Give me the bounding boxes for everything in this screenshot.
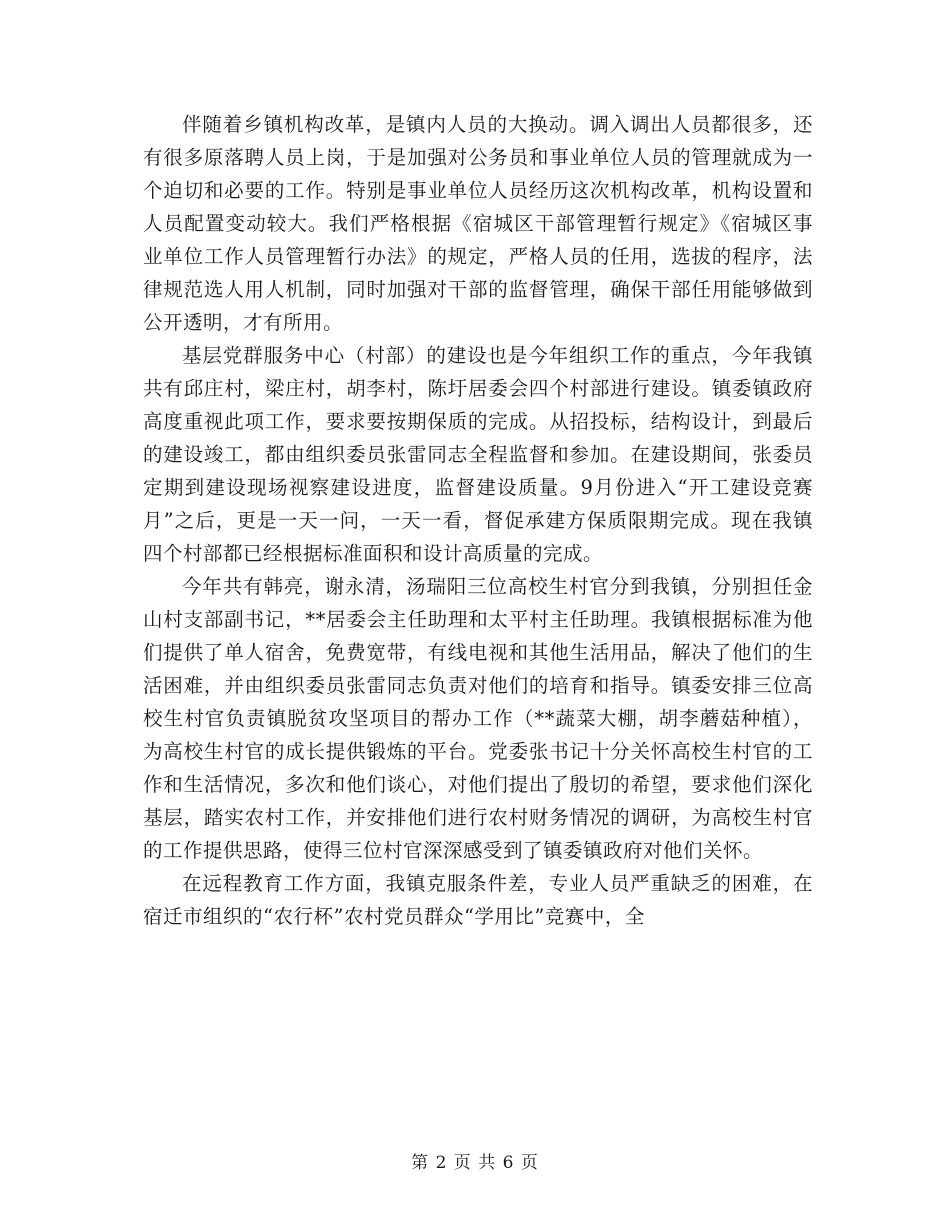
- paragraph-1: 伴随着乡镇机构改革，是镇内人员的大换动。调入调出人员都很多，还有很多原落聘人员上岗，于是加强对公务员和事业单位人员的管理就成为一个迫切和必要的工作。特别是事业单位人员经历这次机构改革，机构设置和人员配置变动较大。我们严格根据《宿城区干部管理暂行规定》《宿城区事业单位工作人员管理暂行办法》的规定，严格人员的任用，选拔的程序，法律规范选人用人机制，同时加强对干部的监督管理，确保干部任用能够做到公开透明，才有所用。: [143, 113, 813, 334]
- paragraph-2: 基层党群服务中心（村部）的建设也是今年组织工作的重点，今年我镇共有邱庄村，梁庄村，胡李村，陈圩居委会四个村部进行建设。镇委镇政府高度重视此项工作，要求要按期保质的完成。从招投标，结构设计，到最后的建设竣工，都由组织委员张雷同志全程监督和参加。在建设期间，张委员定期到建设现场视察建设进度，监督建设质量。9月份进入“开工建设竞赛月”之后，更是一天一问，一天一看，督促承建方保质限期完成。现在我镇四个村部都已经根据标准面积和设计高质量的完成。: [143, 344, 813, 565]
- page-footer: [0, 1148, 950, 1173]
- paragraph-4: 在远程教育工作方面，我镇克服条件差，专业人员严重缺乏的困难，在宿迁市组织的“农行杯”农村党员群众“学用比”竞赛中，全: [143, 872, 813, 928]
- page-number: 第 2 页 共 6 页: [411, 1153, 539, 1173]
- document-body: [143, 108, 813, 933]
- paragraph-3: 今年共有韩亮，谢永清，汤瑞阳三位高校生村官分到我镇，分别担任金山村支部副书记，**居委会主任助理和太平村主任助理。我镇根据标准为他们提供了单人宿舍，免费宽带，有线电视和其他生活用品，解决了他们的生活困难，并由组织委员张雷同志负责对他们的培育和指导。镇委安排三位高校生村官负责镇脱贫攻坚项目的帮办工作（**蔬菜大棚，胡李蘑菇种植），为高校生村官的成长提供锻炼的平台。党委张书记十分关怀高校生村官的工作和生活情况，多次和他们谈心，对他们提出了殷切的希望，要求他们深化基层，踏实农村工作，并安排他们进行农村财务情况的调研，为高校生村官的工作提供思路，使得三位村官深深感受到了镇委镇政府对他们关怀。: [143, 575, 813, 862]
